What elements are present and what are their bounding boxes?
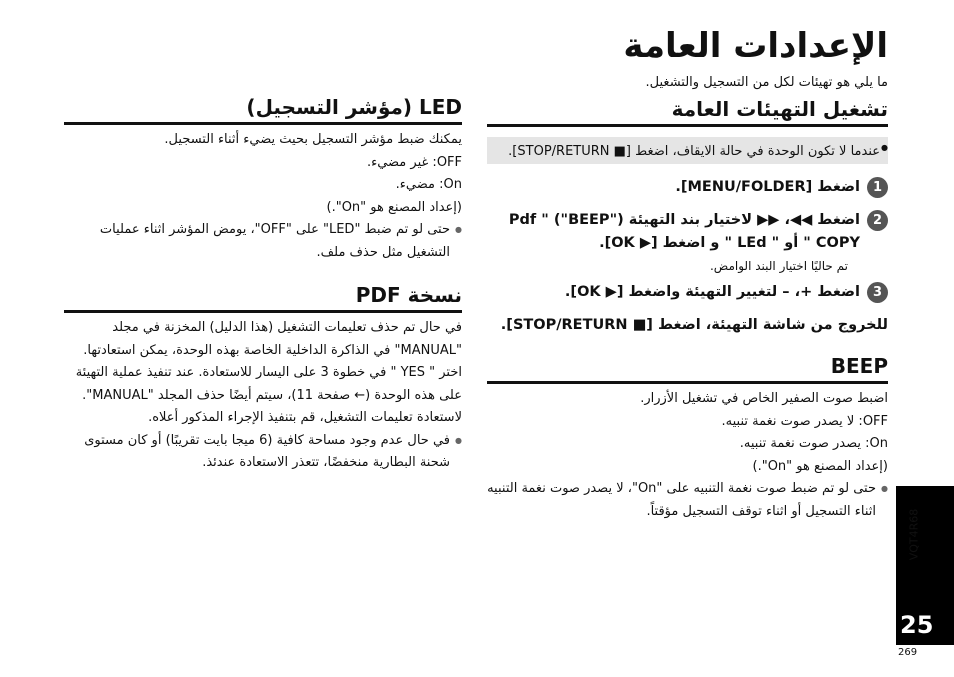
led-on: On: مضيء.	[395, 177, 462, 192]
beep-off: OFF: لا يصدر صوت نغمة تنبيه.	[721, 413, 888, 429]
led-heading: LED (مؤشر التسجيل)	[64, 94, 462, 125]
exit-instruction: للخروج من شاشة التهيئة، اضغط [■ STOP/RETURN].	[500, 317, 888, 333]
step-3	[487, 281, 888, 304]
step-1-number: 1	[867, 177, 888, 198]
pdf-note: ● في حال عدم وجود مساحة كافية (6 ميجا بايت تقريبًا) أو كان مستوى شحنة البطارية منخفضًا، تتعذر الاستعادة عندئذ.	[64, 430, 462, 475]
right-column	[487, 96, 888, 523]
page-number: 25	[896, 605, 954, 645]
step-2-number: 2	[867, 210, 888, 231]
led-note: ● حتى لو تم ضبط "LED" على "OFF"، يومض المؤشر اثناء عمليات التشغيل مثل حذف ملف.	[64, 219, 462, 264]
step-2	[487, 209, 888, 255]
step-1-text: اضغط [MENU/FOLDER].	[675, 179, 860, 195]
step-2-text: اضغط ◀◀، ▶▶ لاختيار بند التهيئة ("BEEP") " Pdf COPY " أو " LEd " و اضغط [▶ OK].	[508, 212, 860, 251]
beep-factory: (إعداد المصنع هو "On".)	[752, 458, 888, 474]
beep-on: On: يصدر صوت نغمة تنبيه.	[739, 436, 888, 451]
step-3-text: اضغط +، – لتغيير التهيئة واضغط [▶ OK].	[564, 284, 860, 300]
pdf-heading: نسخة PDF	[64, 282, 462, 313]
sub-page-number: 269	[898, 647, 918, 658]
page-title: الإعدادات العامة	[623, 26, 888, 66]
beep-heading: BEEP	[487, 353, 888, 384]
beep-description: اضبط صوت الصفير الخاص في تشغيل الأزرار.	[640, 391, 888, 406]
language-tab	[896, 486, 954, 605]
step-3-number: 3	[867, 282, 888, 303]
left-column	[64, 94, 462, 475]
model-code: VQT4R68	[907, 508, 921, 561]
led-factory: (إعداد المصنع هو "On".)	[326, 199, 462, 215]
beep-note: ● حتى لو تم ضبط صوت نغمة التنبيه على "On"، لا يصدر صوت نغمة التنبيه اثناء التسجيل أو اثناء توقف التسجيل مؤقتاً.	[487, 478, 888, 523]
led-off: OFF: غير مضيء.	[366, 154, 462, 170]
led-description: يمكنك ضبط مؤشر التسجيل بحيث يضيء أثناء التسجيل.	[164, 132, 462, 147]
pdf-paragraph: في حال تم حذف تعليمات التشغيل (هذا الدليل) المخزنة في مجلد "MANUAL" في الذاكرة الداخلية الخاصة بهذه الوحدة، يمكن استعادتها. اختر " YES " في خطوة 3 على اليسار للاستعادة. عند تنفيذ عملية التهيئة على هذه الوحدة (← صفحة 11)، سيتم أيضًا حذف المجلد "MANUAL". لاستعادة تعليمات التشغيل، قم بتنفيذ الإجراء المذكور أعلاه.	[75, 320, 462, 425]
general-play-heading: تشغيل التهيئات العامة	[487, 96, 888, 127]
step-2-note-text: تم حاليًا اختيار البند الوامض.	[709, 259, 848, 273]
step-2-note	[487, 257, 888, 275]
general-play-note: ● عندما لا تكون الوحدة في حالة الايقاف، اضغط [■ STOP/RETURN].	[487, 137, 888, 164]
intro-text: ما يلي هو تهيئات لكل من التسجيل والتشغيل.	[645, 75, 888, 90]
step-1	[487, 176, 888, 199]
